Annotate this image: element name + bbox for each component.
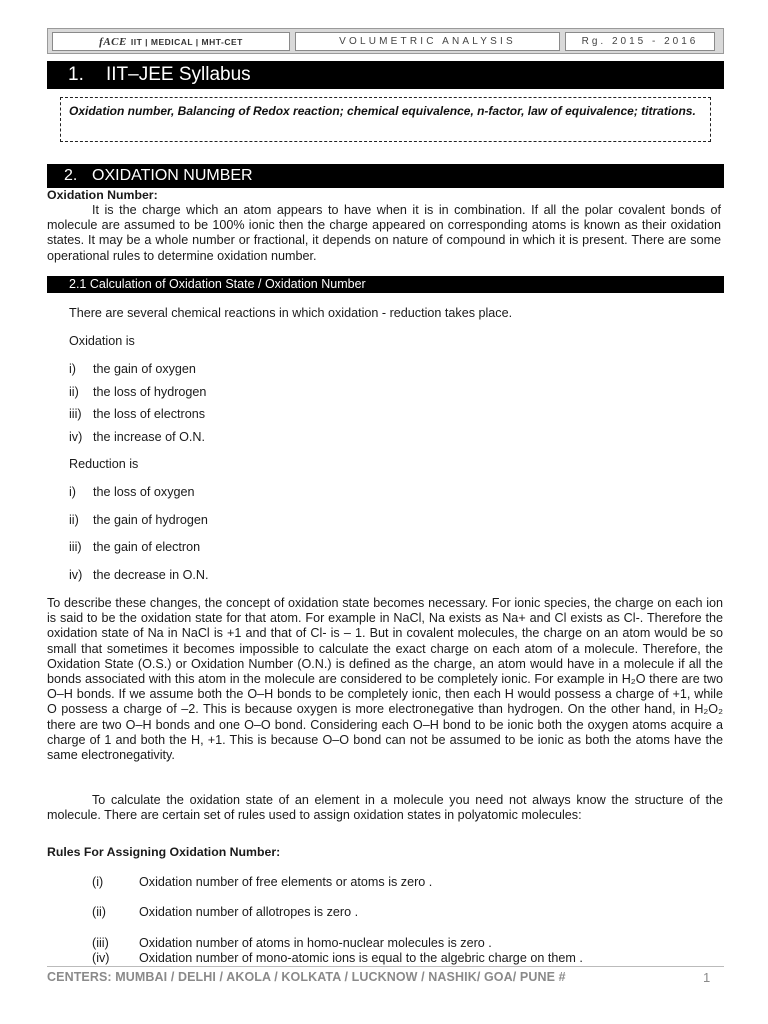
structure-paragraph: To calculate the oxidation state of an element in a molecule you need not always know the structure of the molecule. There are certain set of rules used to assign oxidation states in polyatomic molecules:	[47, 793, 723, 823]
list-item: iv) the increase of O.N.	[69, 430, 205, 444]
oxidation-label: Oxidation is	[69, 334, 135, 348]
institute-logo	[52, 32, 290, 51]
list-item: ii) the loss of hydrogen	[69, 385, 207, 399]
oxidation-number-intro: It is the charge which an atom appears to have when it is in combination. If all the polar covalent bonds of molecule are assumed to be 100% ionic then the charge appeared on corresponding atoms is known as their oxidation states. It may be a whole number or fractional, it depends on nature of compound in which it is present. There are some operational rules to determine oxidation number.	[47, 203, 721, 263]
rule-item: (iii) Oxidation number of atoms in homo-nuclear molecules is zero .	[92, 936, 492, 950]
oxidation-number-subheading: Oxidation Number:	[47, 188, 158, 202]
list-item: i) the gain of oxygen	[69, 362, 196, 376]
list-item: iii) the gain of electron	[69, 540, 201, 554]
section-2-1-heading: 2.1 Calculation of Oxidation State / Oxidation Number	[47, 276, 724, 293]
reduction-label: Reduction is	[69, 457, 139, 471]
section-title: IIT–JEE Syllabus	[106, 64, 251, 85]
brand-logo: fACE	[99, 35, 127, 48]
oxidation-state-paragraph: To describe these changes, the concept of oxidation state becomes necessary. For ionic species, the charge on each ion is said to be the oxidation state for that atom. For example in NaCl, Na exists as Na+ and Cl exists as Cl-. Therefore the oxidation state of Na in NaCl is +1 and that of Cl- is – 1. But in covalent molecules, the charge on an atom would be so small that sometimes it becomes impossible to calculate the exact charge on each atom of a molecule. Therefore, the Oxidation State (O.S.) or Oxidation Number (O.N.) is defined as the charge, an atom would have in a molecule if all the bonds associated with this atom in the molecule are considered to be completely ionic. For example in H₂O there are two O–H bonds. If we assume both the O–H bonds to be completely ionic, then each H would possess a charge of +1, while O possess a charge of –2. This is because oxygen is more electronegative than hydrogen. On the other hand, in H₂O₂ there are two O–H bonds and one O–O bond. Considering each O–H bond to be ionic both the oxygen atoms acquire a charge of 1 and both the H, +1. This is because O–O bond can not be assumed to be ionic as both the atoms have the same electronegativity.	[47, 596, 723, 763]
section-title: OXIDATION NUMBER	[92, 167, 253, 184]
list-item: iii) the loss of electrons	[69, 407, 206, 421]
section-number: 2.	[64, 167, 78, 184]
syllabus-box: Oxidation number, Balancing of Redox reaction; chemical equivalence, n-factor, law of equivalence; titrations.	[60, 97, 711, 142]
list-item: i) the loss of oxygen	[69, 485, 195, 499]
section-1-heading	[47, 61, 724, 89]
section-number: 1.	[68, 64, 84, 85]
rule-item: (i) Oxidation number of free elements or atoms is zero .	[92, 875, 433, 889]
list-item: ii) the gain of hydrogen	[69, 513, 208, 527]
institute-tagline: IIT | MEDICAL | MHT-CET	[130, 36, 243, 47]
page-number: 1	[703, 970, 711, 985]
rules-heading: Rules For Assigning Oxidation Number:	[47, 845, 281, 859]
footer-divider	[47, 966, 724, 967]
session-year: Rg. 2015 - 2016	[565, 32, 715, 51]
redox-lead: There are several chemical reactions in which oxidation - reduction takes place.	[69, 306, 513, 320]
page-header	[47, 28, 724, 54]
rule-item: (iv) Oxidation number of mono-atomic ions is equal to the algebric charge on them .	[92, 951, 583, 965]
section-2-heading	[47, 164, 724, 188]
footer-centers: CENTERS: MUMBAI / DELHI / AKOLA / KOLKATA / LUCKNOW / NASHIK/ GOA/ PUNE #	[47, 970, 566, 984]
list-item: iv) the decrease in O.N.	[69, 568, 209, 582]
chapter-title: VOLUMETRIC ANALYSIS	[295, 32, 560, 51]
rule-item: (ii) Oxidation number of allotropes is zero .	[92, 905, 359, 919]
